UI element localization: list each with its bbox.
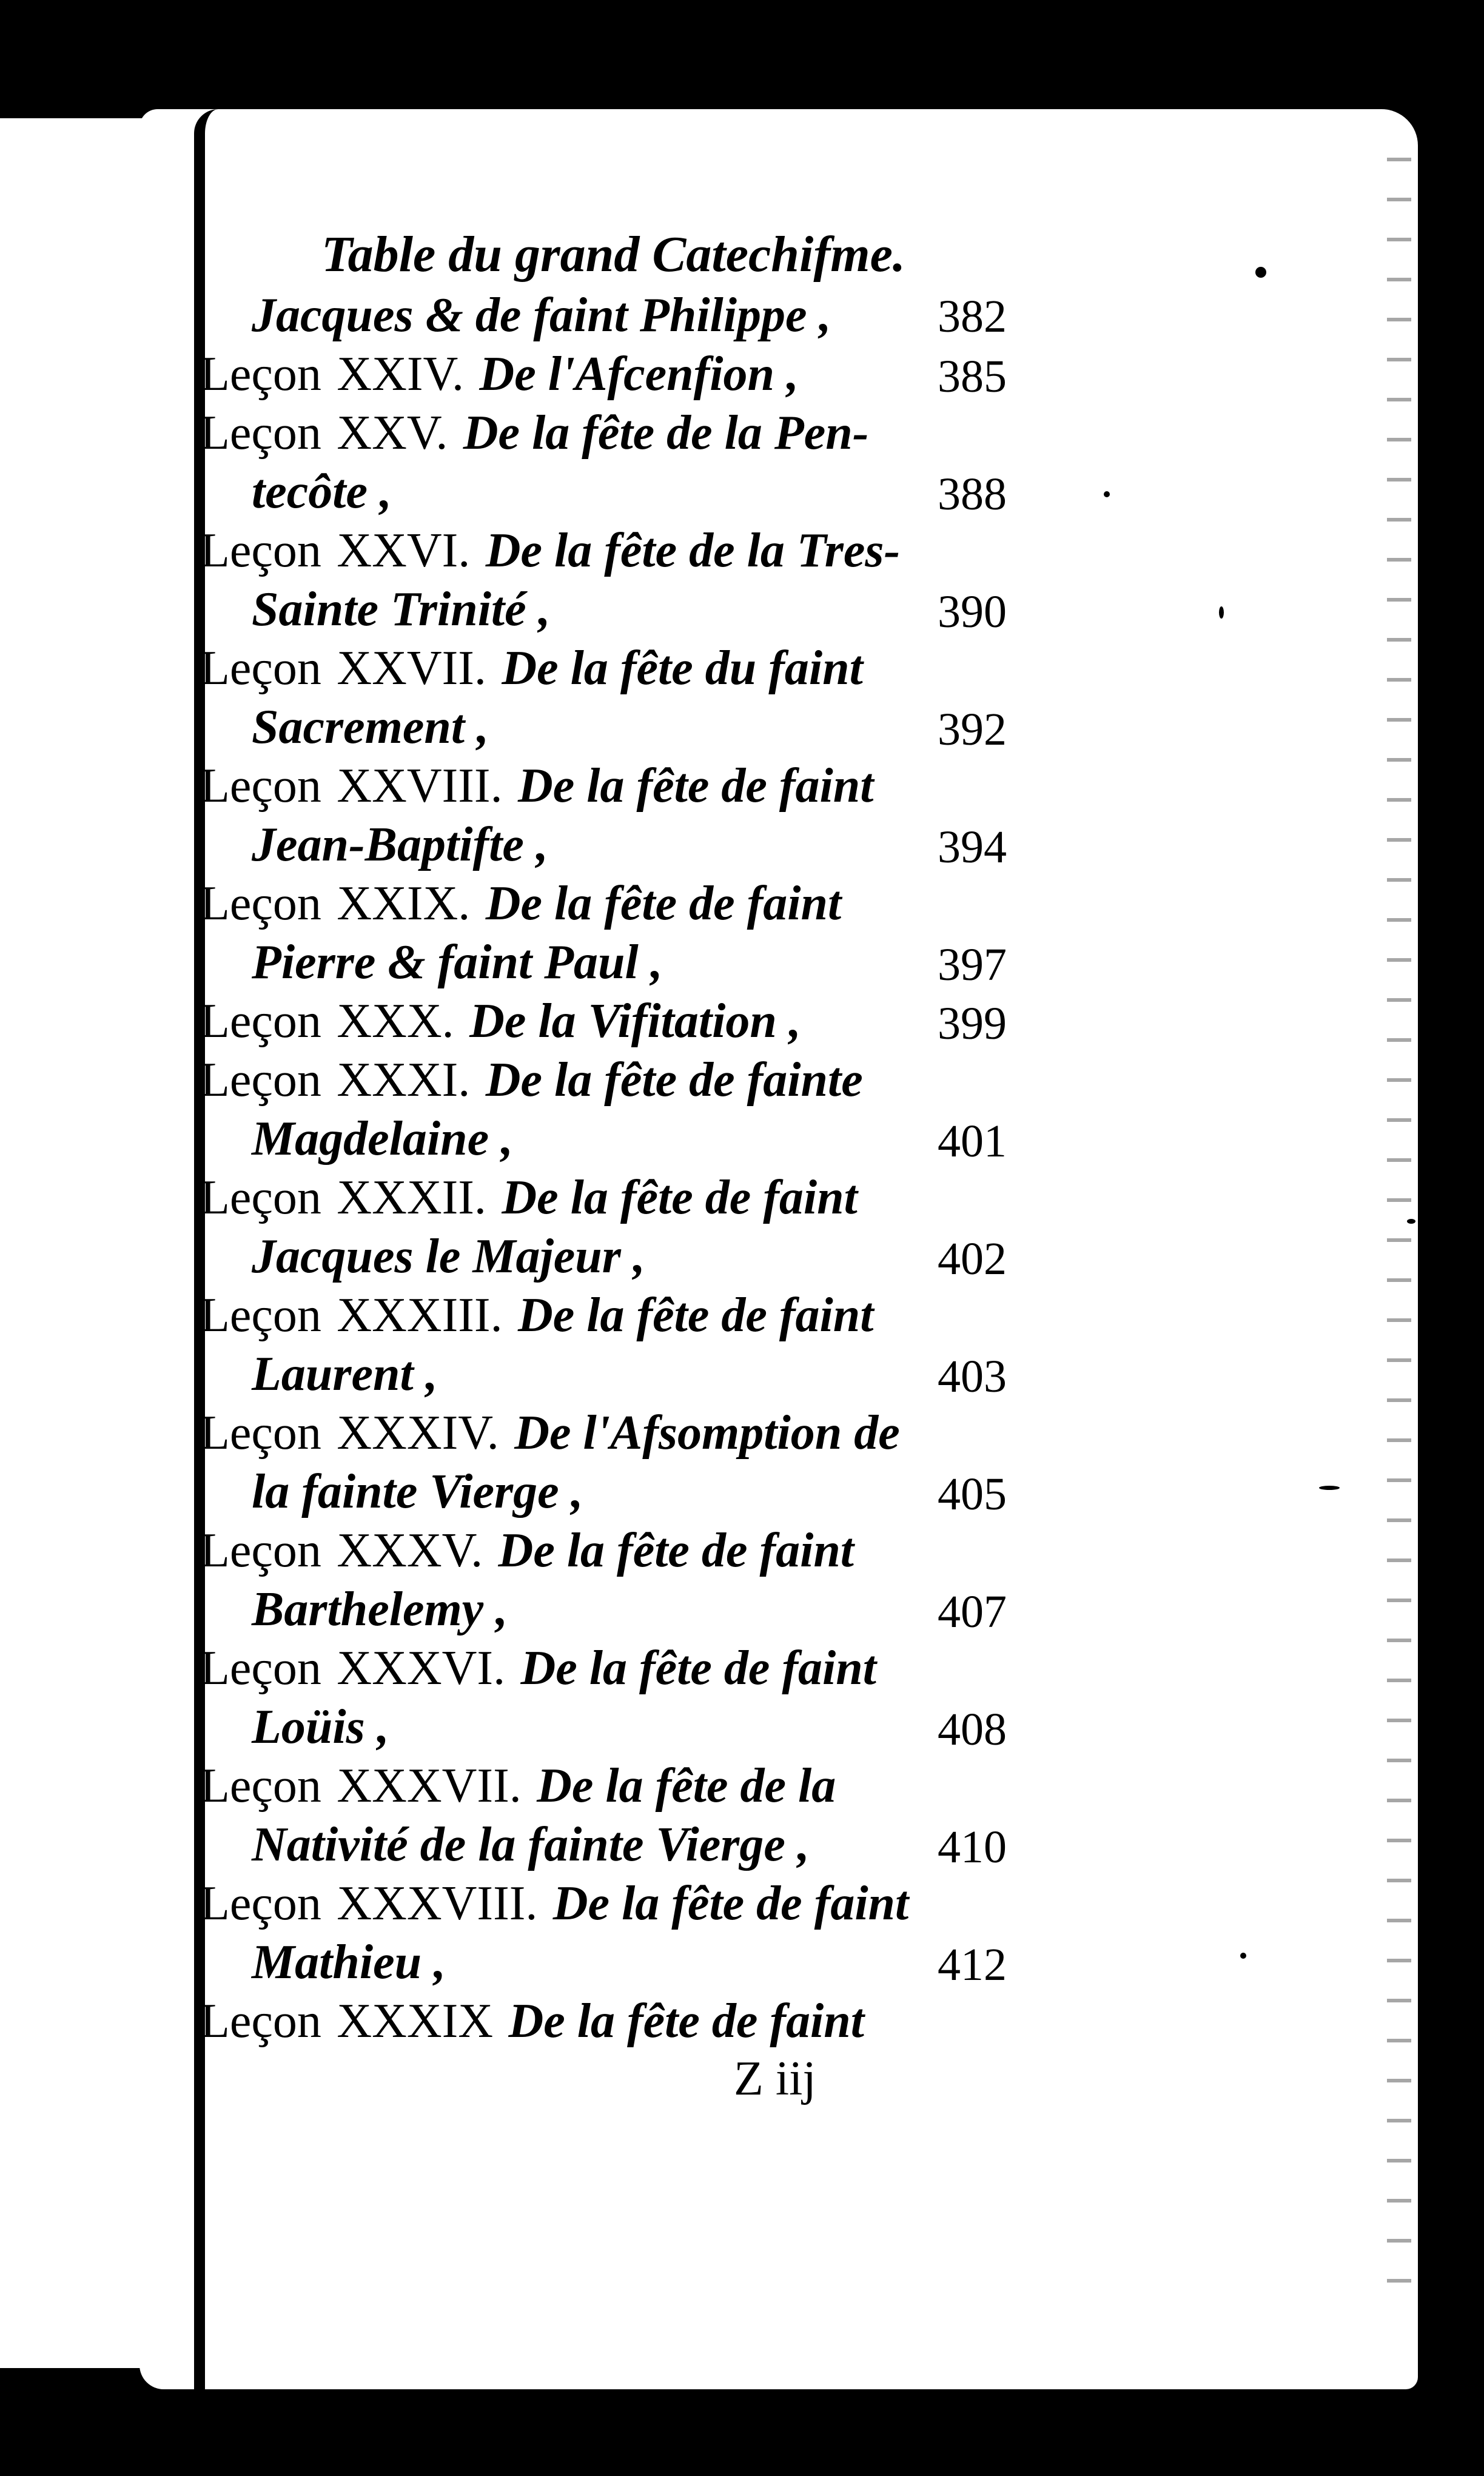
scan-speck — [1407, 1219, 1415, 1224]
entry-title: De la fête de la — [537, 1759, 836, 1813]
entry-page-number: 410 — [938, 1822, 1007, 1873]
toc-line — [200, 285, 1007, 344]
toc-entry — [200, 638, 1007, 756]
lecon-label: Leçon — [200, 1995, 321, 2048]
entry-title: De l'Afsomption de — [514, 1406, 900, 1460]
lecon-numeral: XXXVI. — [337, 1642, 506, 1695]
entry-page-number: 407 — [938, 1586, 1007, 1637]
toc-entry — [200, 1167, 1007, 1285]
lecon-numeral: XXVI. — [337, 524, 471, 577]
entry-title: De la fête de faint — [552, 1877, 909, 1930]
lecon-numeral: XXXII. — [337, 1171, 486, 1224]
entry-title-continuation: Mathieu , — [252, 1936, 446, 1989]
toc-entry — [200, 1873, 1007, 1991]
lecon-label: Leçon — [200, 1759, 321, 1813]
toc-line — [200, 756, 1007, 814]
entry-page-number: 401 — [938, 1116, 1007, 1167]
entry-title-continuation: tecôte , — [252, 465, 392, 518]
scan-speck — [1240, 1953, 1246, 1959]
toc-line — [200, 873, 1007, 932]
toc-entry — [200, 1050, 1007, 1167]
lecon-label: Leçon — [200, 1642, 321, 1695]
lecon-numeral: XXIX. — [337, 877, 471, 930]
toc-line-continuation — [200, 814, 1007, 873]
toc-line — [200, 1991, 1007, 2050]
entry-title-continuation: Laurent , — [252, 1347, 438, 1401]
lecon-numeral: XXXIV. — [337, 1406, 499, 1460]
entry-title: Jacques & de faint Philippe , — [252, 289, 831, 342]
scan-speck — [1255, 267, 1266, 278]
entry-page-number: 382 — [938, 291, 1007, 342]
toc-line-continuation — [200, 1226, 1007, 1285]
entry-page-number: 397 — [938, 939, 1007, 990]
lecon-numeral: XXV. — [337, 406, 448, 460]
toc-line — [200, 344, 1007, 403]
entry-title-continuation: Sainte Trinité , — [252, 583, 551, 636]
lecon-numeral: XXXI. — [337, 1053, 471, 1107]
toc-line — [200, 1403, 1007, 1461]
toc-line — [200, 1285, 1007, 1344]
lecon-label: Leçon — [200, 877, 321, 930]
toc-entry — [200, 1520, 1007, 1638]
toc-line-continuation — [200, 1579, 1007, 1638]
entry-title: De la fête de faint — [518, 1289, 874, 1342]
toc-line — [200, 520, 1007, 579]
scan-speck — [1219, 606, 1224, 619]
lecon-label: Leçon — [200, 524, 321, 577]
toc-line-continuation — [200, 1109, 1007, 1167]
entry-page-number: 385 — [938, 351, 1007, 402]
toc-entry — [200, 403, 1007, 520]
running-head: Table du grand Catechifme. — [321, 226, 905, 283]
entry-title-continuation: Pierre & faint Paul , — [252, 936, 663, 989]
lecon-numeral: XXXIX — [337, 1995, 494, 2048]
lecon-numeral: XXXIII. — [337, 1289, 503, 1342]
toc-entry — [200, 1285, 1007, 1403]
entry-title-continuation: Nativité de la fainte Vierge , — [252, 1818, 810, 1871]
toc-entry — [200, 1403, 1007, 1520]
toc-line — [200, 1756, 1007, 1814]
toc-entry — [200, 344, 1007, 403]
toc-entries — [200, 344, 1007, 2050]
toc-line-continuation — [200, 932, 1007, 991]
toc-entry — [200, 1638, 1007, 1756]
toc-line — [200, 403, 1007, 461]
toc-line — [200, 1050, 1007, 1109]
entry-page-number: 408 — [938, 1704, 1007, 1755]
lecon-numeral: XXXVIII. — [337, 1877, 538, 1930]
entry-title: De la fête du faint — [502, 642, 863, 695]
entry-title: De la fête de la Pen- — [463, 406, 869, 460]
toc-line — [200, 638, 1007, 697]
entry-title: De la fête de faint — [508, 1995, 864, 2048]
lecon-numeral: XXIV. — [337, 347, 464, 401]
toc-line — [200, 1638, 1007, 1697]
entry-title-continuation: Loüis , — [252, 1700, 389, 1754]
entry-page-number: 405 — [938, 1469, 1007, 1520]
entry-title: De la fête de faint — [518, 759, 874, 813]
toc-line — [200, 1167, 1007, 1226]
lecon-label: Leçon — [200, 1171, 321, 1224]
toc-entry — [200, 520, 1007, 638]
toc-line-continuation — [200, 579, 1007, 638]
entry-title-continuation: Jacques le Majeur , — [252, 1230, 645, 1283]
scan-speck — [1104, 491, 1110, 497]
entry-title: De l'Afcenfion , — [479, 347, 799, 401]
toc-entry — [200, 873, 1007, 991]
toc-entry — [200, 285, 1007, 344]
toc-line-continuation — [200, 1932, 1007, 1991]
toc-line — [200, 1520, 1007, 1579]
entry-title-continuation: la fainte Vierge , — [252, 1465, 583, 1518]
lecon-label: Leçon — [200, 1877, 321, 1930]
entry-page-number: 403 — [938, 1351, 1007, 1402]
entry-title-continuation: Magdelaine , — [252, 1112, 514, 1166]
page-edge-noise — [1387, 121, 1411, 2304]
entry-title: De la fête de faint — [520, 1642, 876, 1695]
lecon-label: Leçon — [200, 642, 321, 695]
scan-speck — [1319, 1486, 1340, 1490]
toc-line-continuation — [200, 1461, 1007, 1520]
lecon-label: Leçon — [200, 995, 321, 1048]
lecon-label: Leçon — [200, 1289, 321, 1342]
lecon-label: Leçon — [200, 406, 321, 460]
entry-title: De la Vifitation , — [469, 995, 801, 1048]
toc-line-continuation — [200, 1814, 1007, 1873]
entry-title-continuation: Jean-Baptifte , — [252, 818, 548, 871]
toc-line-continuation — [200, 461, 1007, 520]
signature-mark: Z iij — [734, 2052, 816, 2105]
previous-leaf-edge — [0, 118, 146, 2368]
lecon-label: Leçon — [200, 1053, 321, 1107]
lecon-label: Leçon — [200, 1406, 321, 1460]
entry-page-number: 390 — [938, 586, 1007, 637]
lecon-numeral: XXXVII. — [337, 1759, 522, 1813]
toc-line-continuation — [200, 697, 1007, 756]
entry-page-number: 412 — [938, 1939, 1007, 1990]
entry-title: De la fête de la Tres- — [485, 524, 901, 577]
entry-title-continuation: Sacrement , — [252, 700, 489, 754]
toc-entry — [200, 1991, 1007, 2050]
entry-title-continuation: Barthelemy , — [252, 1583, 508, 1636]
entry-title: De la fête de faint — [485, 877, 842, 930]
entry-page-number: 402 — [938, 1233, 1007, 1284]
toc-line-continuation — [200, 1344, 1007, 1403]
toc-entry — [200, 1756, 1007, 1873]
entry-title: De la fête de faint — [498, 1524, 854, 1577]
lecon-label: Leçon — [200, 759, 321, 813]
entry-title: De la fête de faint — [502, 1171, 858, 1224]
lecon-label: Leçon — [200, 347, 321, 401]
entry-title: De la fête de fainte — [485, 1053, 863, 1107]
entry-page-number: 394 — [938, 822, 1007, 873]
lecon-label: Leçon — [200, 1524, 321, 1577]
entry-page-number: 399 — [938, 998, 1007, 1049]
lecon-numeral: XXXV. — [337, 1524, 483, 1577]
lecon-numeral: XXVIII. — [337, 759, 503, 813]
toc-line — [200, 991, 1007, 1050]
toc-line-continuation — [200, 1697, 1007, 1756]
entry-page-number: 388 — [938, 469, 1007, 520]
toc-entry — [200, 991, 1007, 1050]
table-of-contents — [200, 224, 1007, 2109]
lecon-numeral: XXVII. — [337, 642, 486, 695]
entry-page-number: 392 — [938, 704, 1007, 755]
toc-entry — [200, 756, 1007, 873]
toc-line — [200, 1873, 1007, 1932]
lecon-numeral: XXX. — [337, 995, 454, 1048]
